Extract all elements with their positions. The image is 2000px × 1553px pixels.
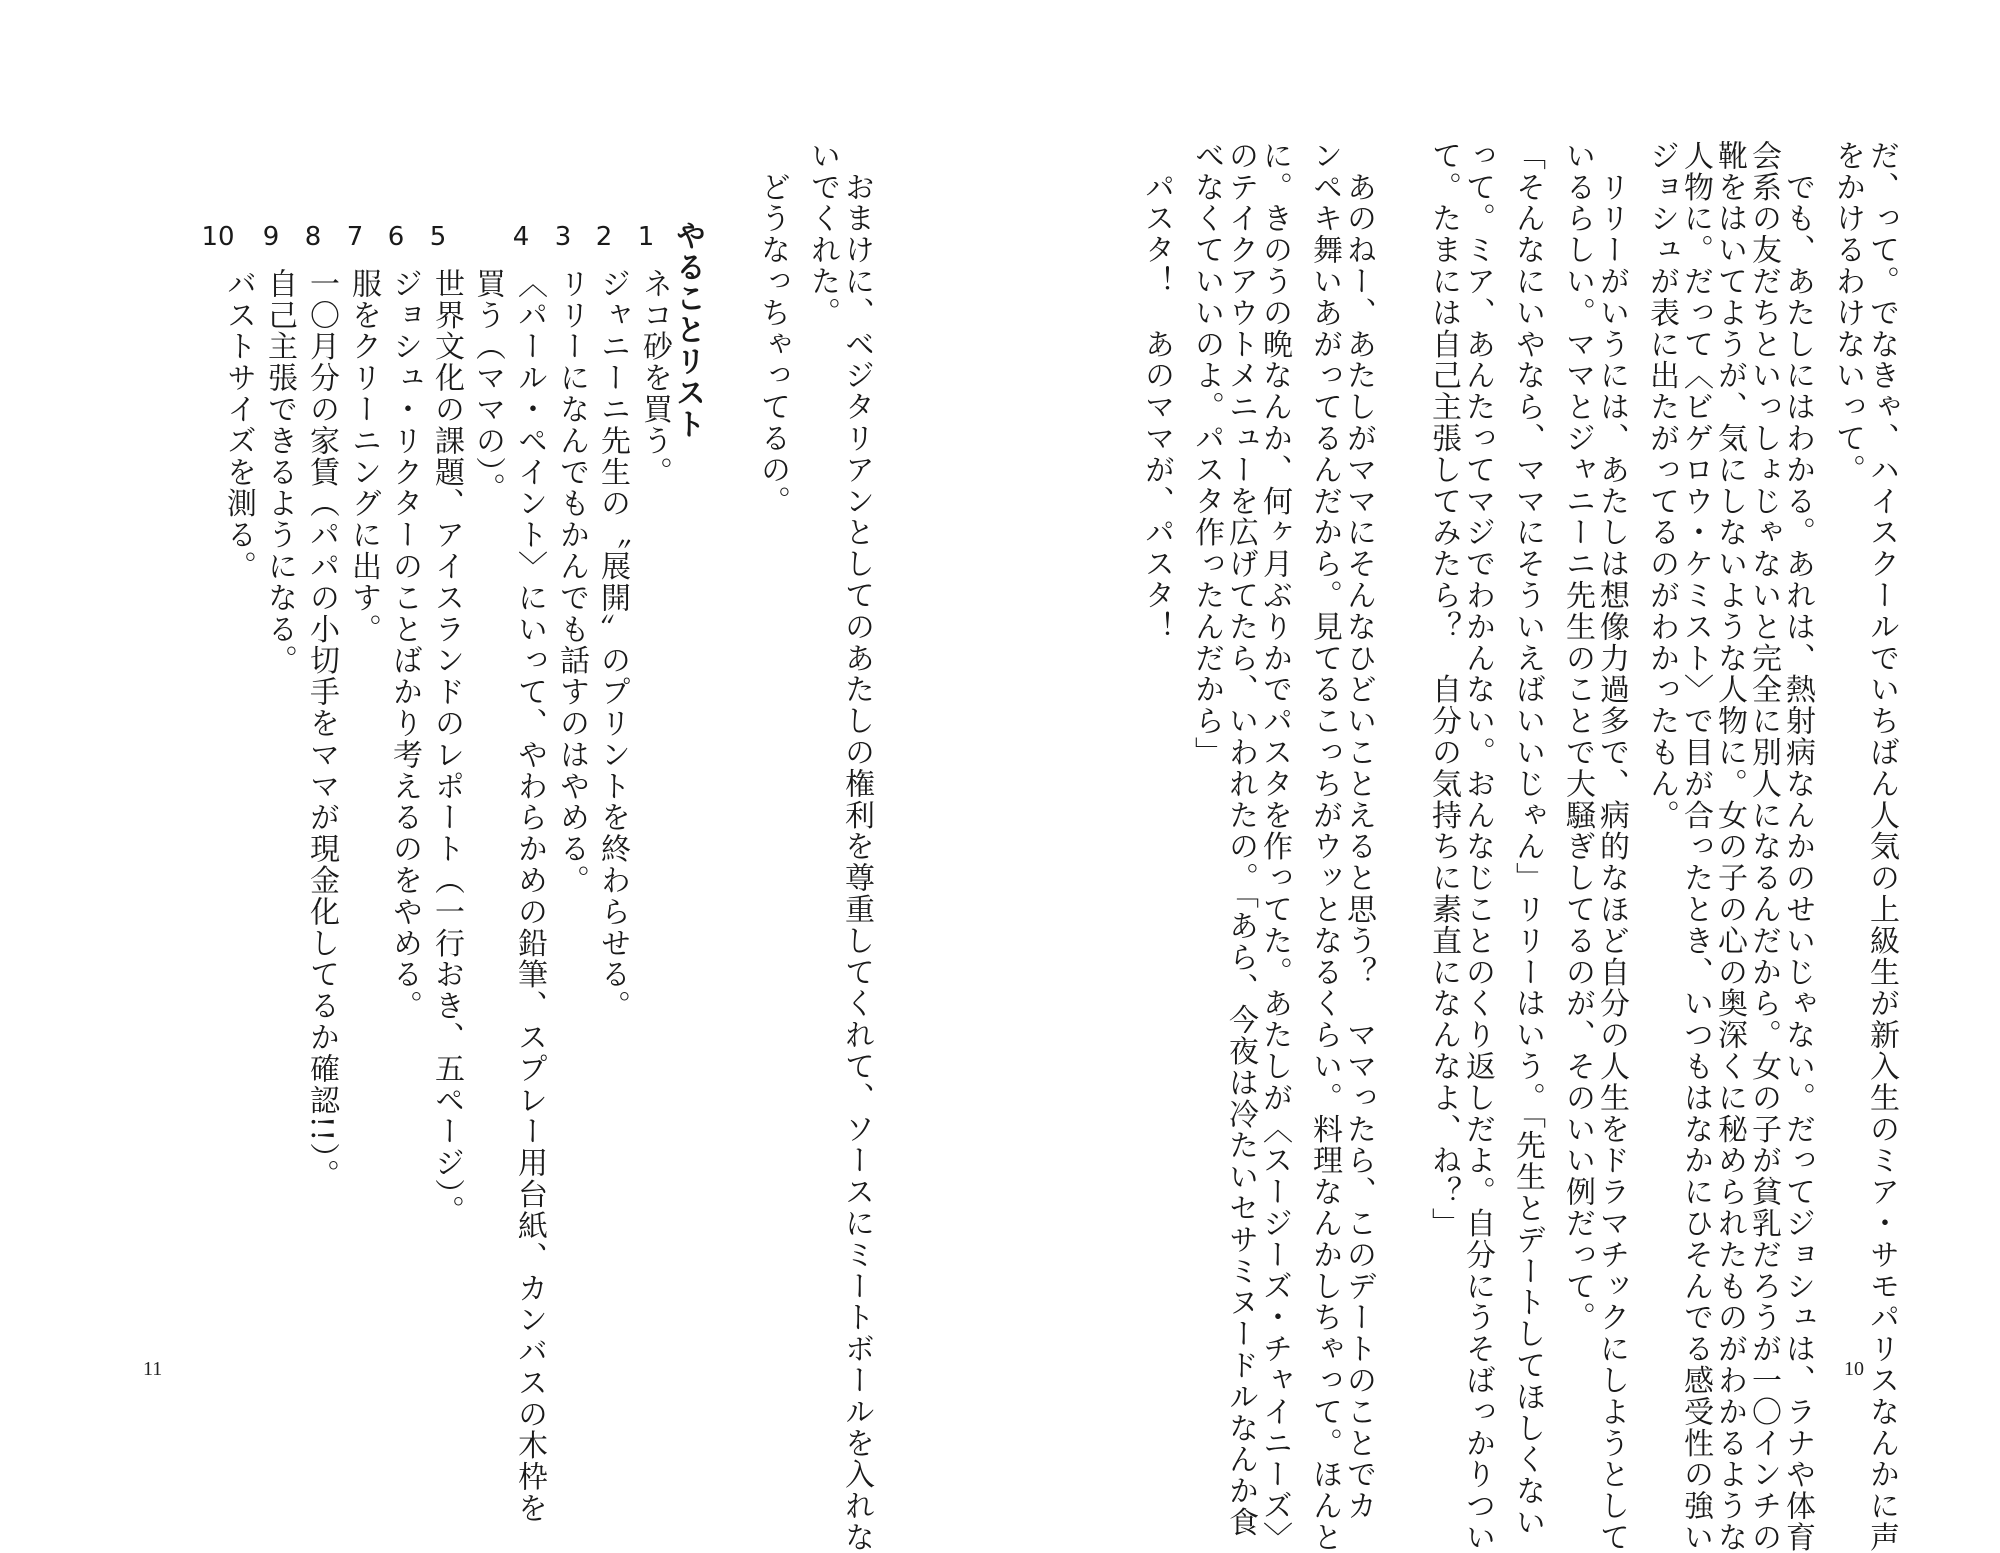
list-number: 10 bbox=[201, 222, 235, 252]
body-line: 人物に。だって〈ビゲロウ・ケミスト〉で目が合ったとき、いつもはなかにひそんでる感受性の強い bbox=[1678, 140, 1713, 1553]
body-line: をかけるわけないって。 bbox=[1830, 140, 1865, 486]
list-number: 5 bbox=[429, 222, 447, 252]
body-line: 靴をはいてようが、気にしないような人物に。女の子の心の奥深くに秘められたものがわかるような bbox=[1712, 140, 1747, 1553]
list-number: 2 bbox=[595, 222, 613, 252]
body-line: 会系の友だちといっしょじゃないと完全に別人になるんだから。女の子が貧乳だろうが一〇インチの bbox=[1746, 140, 1781, 1553]
page-number: 11 bbox=[143, 1358, 163, 1380]
list-item: 世界文化の課題、アイスランドのレポート（一行おき、五ページ）。 bbox=[429, 268, 464, 1227]
body-line: あのねー、あたしがママにそんなひどいことえると思う？ ママったら、このデートのことでカ bbox=[1341, 140, 1376, 1522]
body-line: いるらしい。ママとジャニーニ先生のことで大騒ぎしてるのが、そのいい例だって。 bbox=[1560, 140, 1595, 1334]
body-line: に。きのうの晩なんか、何ヶ月ぶりかでパスタを作ってた。あたしが〈スージーズ・チャイニーズ〉 bbox=[1257, 140, 1292, 1553]
list-item: バストサイズを測る。 bbox=[221, 268, 256, 582]
body-line: リリーがいうには、あたしは想像力過多で、病的なほど自分の人生をドラマチックにしようとして bbox=[1594, 140, 1629, 1553]
list-number: 1 bbox=[637, 222, 655, 252]
list-item: 〈パール・ペイント〉にいって、やわらかめの鉛筆、スプレー用台紙、カンバスの木枠を bbox=[512, 268, 547, 1524]
body-line: どうなっちゃってるの。 bbox=[755, 140, 790, 517]
list-number: 8 bbox=[304, 222, 322, 252]
body-line: いでくれた。 bbox=[805, 140, 840, 329]
list-item: リリーになんでもかんでも話すのはやめる。 bbox=[554, 268, 589, 896]
list-number: 4 bbox=[512, 222, 530, 252]
body-line: おまけに、ベジタリアンとしてのあたしの権利を尊重してくれて、ソースにミートボールを入れな bbox=[839, 140, 874, 1553]
list-number: 9 bbox=[262, 222, 280, 252]
list-item: ネコ砂を買う。 bbox=[637, 268, 672, 488]
body-line: 「そんなにいやなら、ママにそういえばいいじゃん」リリーはいう。「先生とデートしてほしくない bbox=[1510, 140, 1545, 1538]
list-item: ジョシュ・リクターのことばかり考えるのをやめる。 bbox=[387, 268, 422, 1022]
body-line: でも、あたしにはわかる。あれは、熱射病なんかのせいじゃない。だってジョシュは、ラナや体育 bbox=[1780, 140, 1815, 1553]
list-item: 一〇月分の家賃（パパの小切手をママが現金化してるか確認!!）。 bbox=[304, 268, 339, 1191]
list-item: 服をクリーニングに出す。 bbox=[346, 268, 381, 645]
body-line: って。ミア、あんたってマジでわかんない。おんなじことのくり返しだよ。自分にうそばっかりつい bbox=[1460, 140, 1495, 1553]
body-line: パスタ！ あのママが、パスタ！ bbox=[1139, 140, 1174, 643]
list-number: 6 bbox=[387, 222, 405, 252]
list-number: 7 bbox=[346, 222, 364, 252]
body-line: だ、って。でなきゃ、ハイスクールでいちばん人気の上級生が新入生のミア・サモパリスなんかに声 bbox=[1864, 140, 1899, 1553]
list-item: 買う（ママの）。 bbox=[470, 268, 505, 505]
page-number: 10 bbox=[1844, 1358, 1864, 1380]
body-line: べなくていいのよ。パスタ作ったんだから」 bbox=[1189, 140, 1224, 768]
list-number: 3 bbox=[554, 222, 572, 252]
body-line: て。たまには自己主張してみたら？ 自分の気持ちに素直になんなよ、ね？」 bbox=[1426, 140, 1461, 1239]
body-line: のテイクアウトメニューを広げてたら、いわれたの。「あら、今夜は冷たいセサミヌードルなんか食 bbox=[1223, 140, 1258, 1538]
list-item: 自己主張できるようになる。 bbox=[262, 268, 297, 677]
list-item: ジャニーニ先生の〝展開〟のプリントを終わらせる。 bbox=[595, 268, 630, 1022]
body-line: ンペキ舞いあがってるんだから。見てるこっちがウッとなるくらい。料理なんかしちゃって。ほんと bbox=[1307, 140, 1342, 1553]
body-line: ジョシュが表に出たがってるのがわかったもん。 bbox=[1644, 140, 1679, 831]
list-heading: やることリスト bbox=[670, 220, 705, 440]
